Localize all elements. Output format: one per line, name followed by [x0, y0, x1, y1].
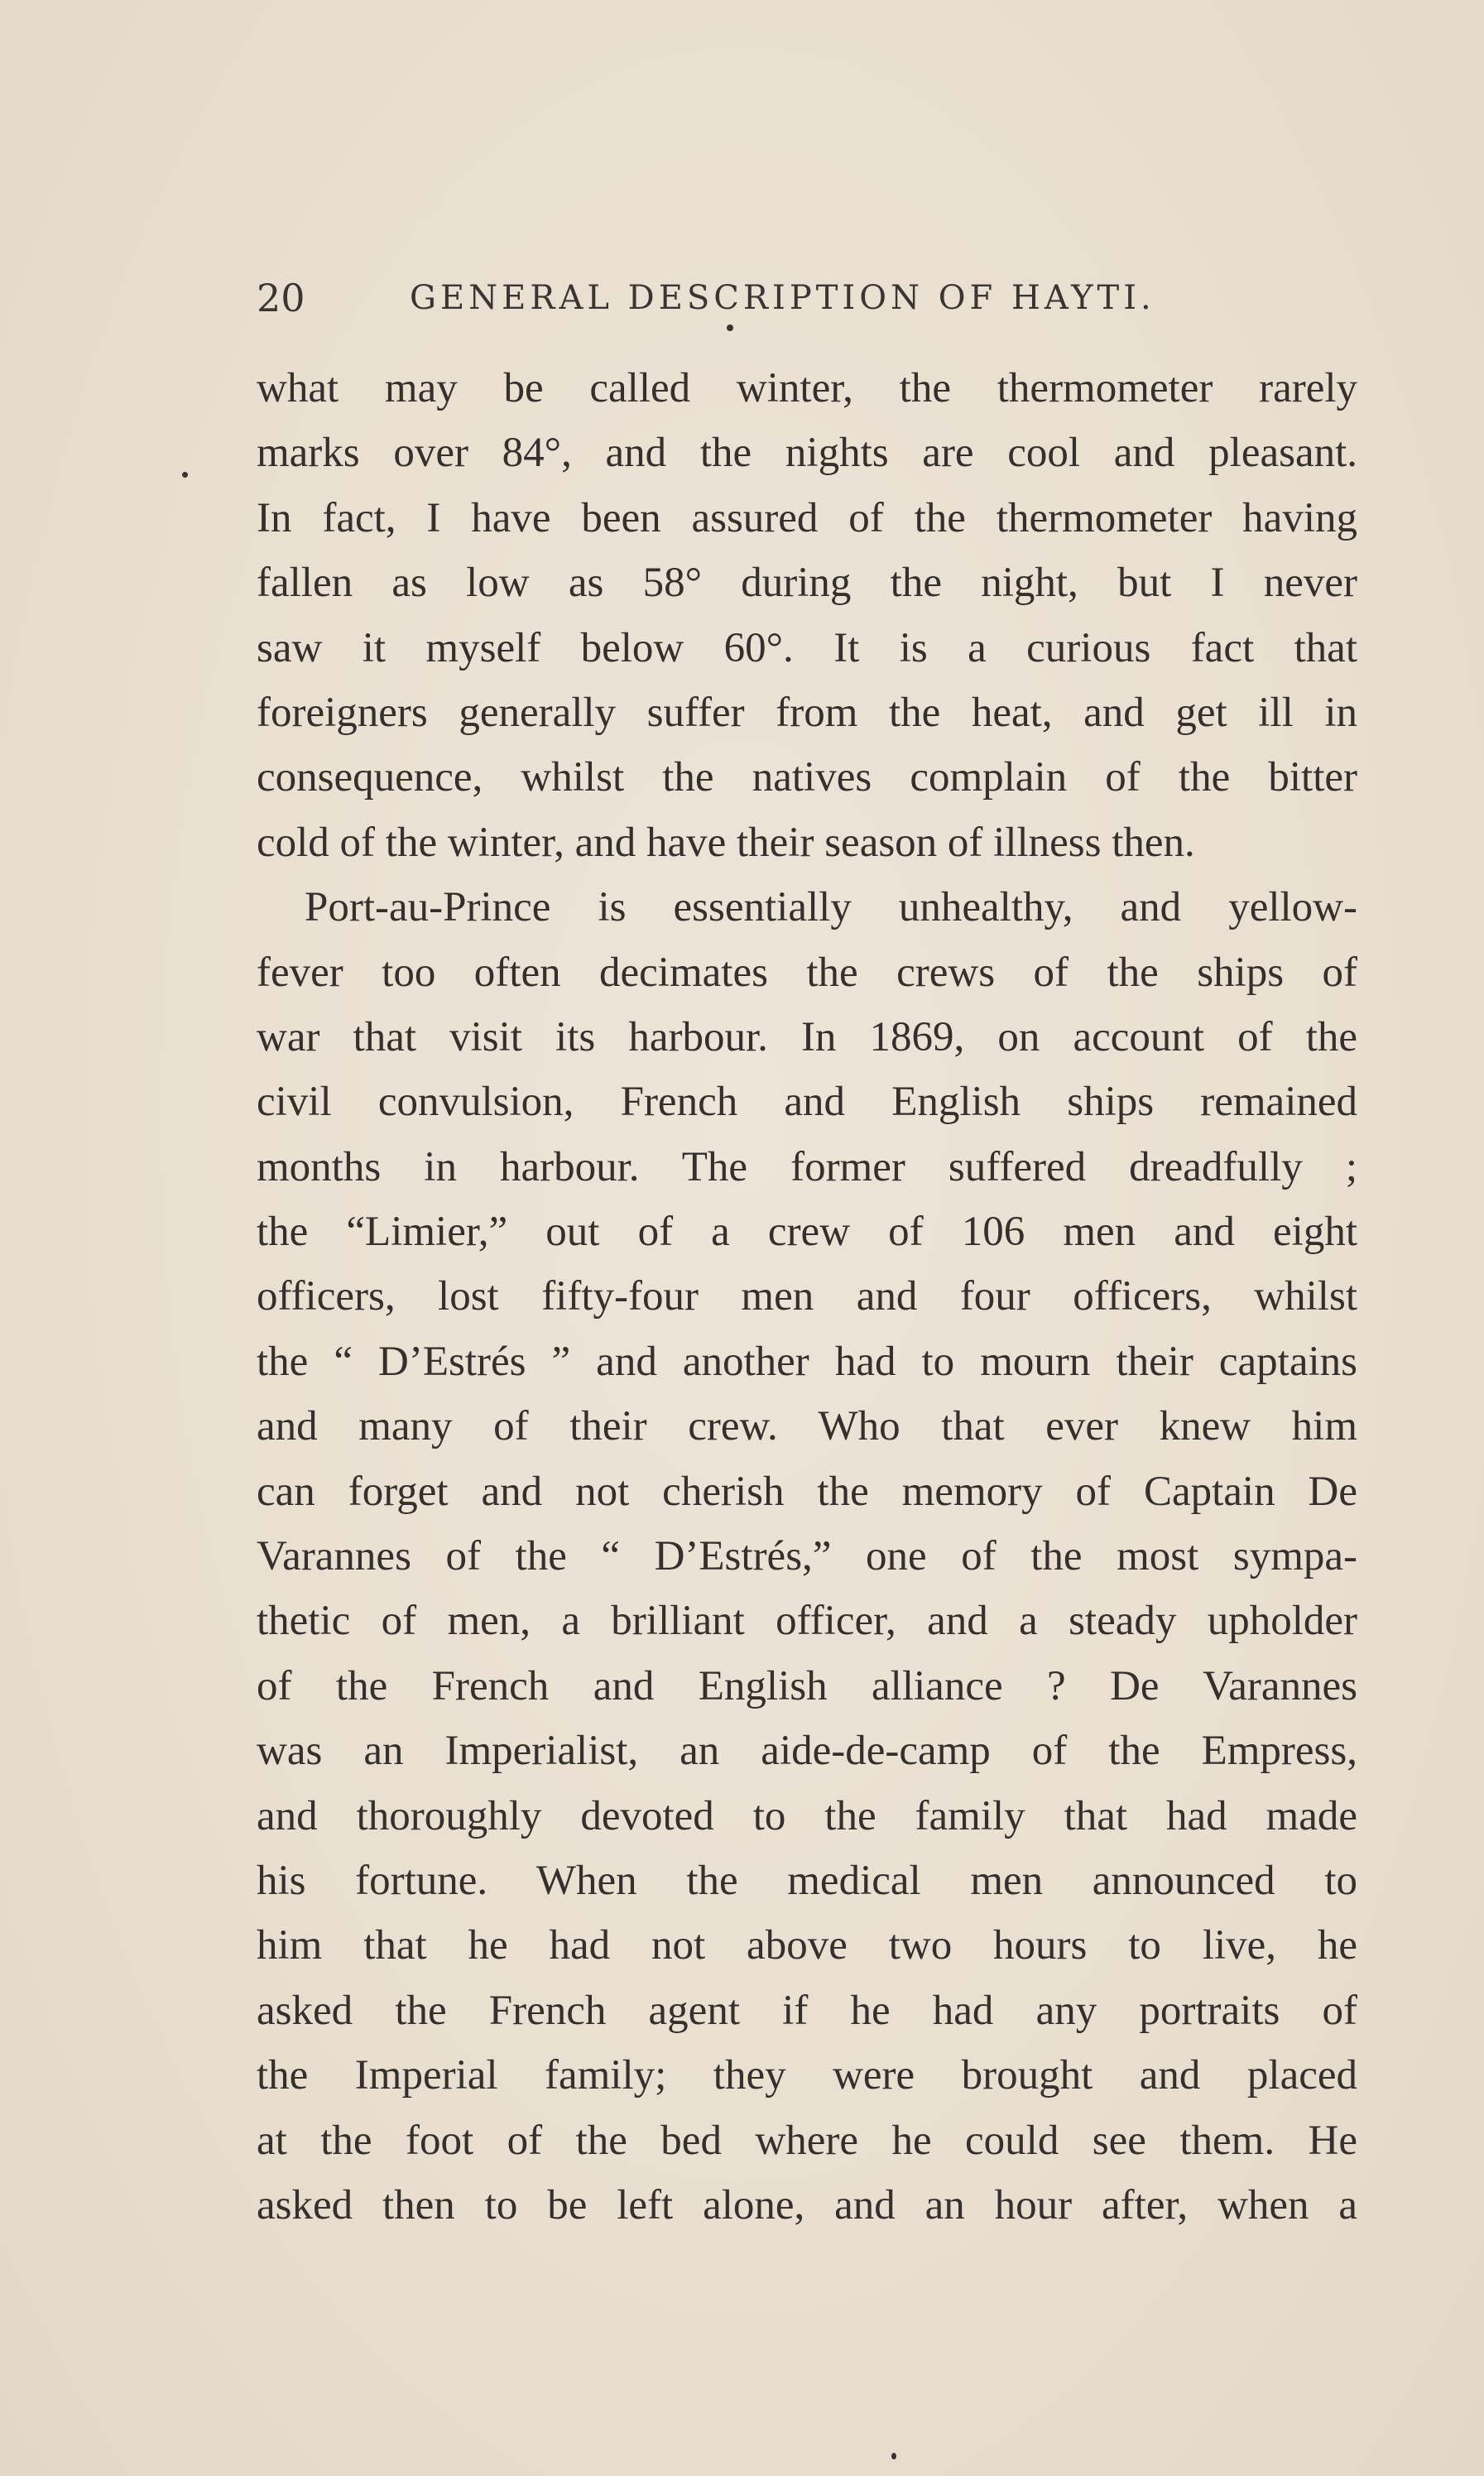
text-line: of the French and English alliance ? De Varannes	[257, 1662, 1357, 1709]
text-line: Varannes of the “ D’Estrés,” one of the most sympa-	[257, 1533, 1357, 1580]
text-line: foreigners generally suffer from the heat, and get ill in	[257, 689, 1357, 736]
print-speck	[727, 325, 733, 331]
text-line: In fact, I have been assured of the thermometer having	[257, 494, 1357, 541]
text-line: Port-au-Prince is essentially unhealthy, and yellow-	[305, 884, 1357, 931]
text-line: fallen as low as 58° during the night, but I never	[257, 560, 1357, 607]
running-title: GENERAL DESCRIPTION OF HAYTI.	[410, 279, 1155, 317]
text-line: can forget and not cherish the memory of Captain De	[257, 1468, 1357, 1515]
text-line: war that visit its harbour. In 1869, on account of the	[257, 1013, 1357, 1060]
text-line: officers, lost fifty-four men and four officers, whilst	[257, 1273, 1357, 1320]
text-line: marks over 84°, and the nights are cool and pleasant.	[257, 430, 1357, 477]
text-line: and many of their crew. Who that ever knew him	[257, 1403, 1357, 1450]
text-line: asked then to be left alone, and an hour after, when a	[257, 2181, 1357, 2228]
text-line: consequence, whilst the natives complain of the bitter	[257, 754, 1357, 801]
text-line: thetic of men, a brilliant officer, and a steady upholder	[257, 1598, 1357, 1645]
print-speck	[891, 2453, 896, 2459]
text-line: months in harbour. The former suffered dreadfully ;	[257, 1143, 1357, 1190]
page-header	[257, 273, 1233, 323]
text-line: at the foot of the bed where he could see them. He	[257, 2117, 1357, 2164]
text-line: the “ D’Estrés ” and another had to mourn their captains	[257, 1338, 1357, 1385]
text-line: civil convulsion, French and English ships remained	[257, 1079, 1357, 1126]
text-line: the Imperial family; they were brought and placed	[257, 2052, 1357, 2099]
page-number: 20	[257, 276, 305, 320]
text-line: cold of the winter, and have their season of illness then.	[257, 819, 1195, 866]
text-line: and thoroughly devoted to the family that had made	[257, 1792, 1357, 1839]
text-line: fever too often decimates the crews of the ships of	[257, 949, 1357, 996]
text-line: his fortune. When the medical men announced to	[257, 1857, 1357, 1904]
text-line: was an Imperialist, an aide-de-camp of the Empress,	[257, 1728, 1357, 1775]
text-line: the “Limier,” out of a crew of 106 men and eight	[257, 1209, 1357, 1256]
print-speck	[182, 472, 188, 478]
text-line: what may be called winter, the thermometer rarely	[257, 365, 1357, 411]
text-line: him that he had not above two hours to live, he	[257, 1922, 1357, 1969]
text-line: saw it myself below 60°. It is a curious fact that	[257, 624, 1357, 671]
text-line: asked the French agent if he had any portraits of	[257, 1987, 1357, 2034]
body-text	[257, 356, 1357, 2238]
